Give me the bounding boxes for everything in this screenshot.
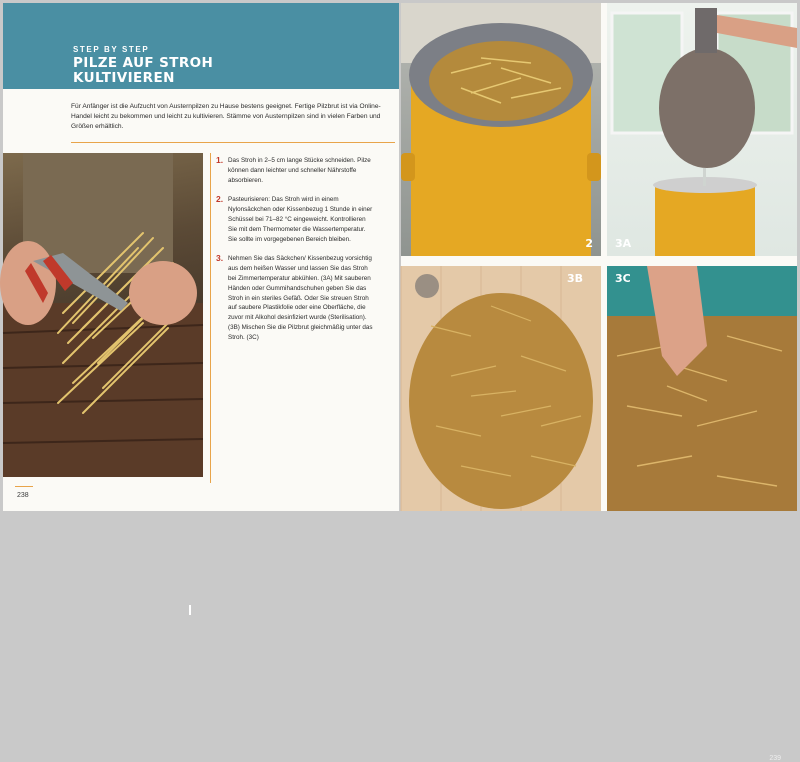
steps-rule xyxy=(210,153,211,483)
cutting-straw-illustration xyxy=(3,153,203,477)
photo-cutting-straw xyxy=(3,153,203,477)
mixing-spawn-illustration xyxy=(607,266,797,511)
page-number-right: 239 xyxy=(769,755,781,762)
photo-draining-sack xyxy=(607,3,797,256)
page-title xyxy=(73,56,273,86)
intro-divider xyxy=(71,142,395,143)
step-number: 2. xyxy=(216,194,224,205)
draining-sack-illustration xyxy=(607,3,797,256)
page-number-rule xyxy=(15,486,33,487)
kicker: STEP BY STEP xyxy=(73,45,150,54)
step-3 xyxy=(216,254,376,342)
step-1 xyxy=(216,156,376,185)
right-page xyxy=(401,3,797,762)
photo-label-2: 2 xyxy=(585,237,593,250)
photo-straw-spread xyxy=(401,266,601,511)
photo-number-1 xyxy=(189,605,191,615)
photo-mixing-spawn xyxy=(607,266,797,762)
photo-label-3a: 3A xyxy=(615,237,632,250)
straw-spread-illustration xyxy=(401,266,601,511)
photo-label-3b: 3B xyxy=(567,272,584,285)
photo-label-3c: 3C xyxy=(615,272,631,285)
photo-pot-soaking xyxy=(401,3,601,256)
step-number: 1. xyxy=(216,155,224,165)
step-2 xyxy=(216,195,376,244)
intro-text: Für Anfänger ist die Aufzucht von Austernpilzen zu Hause bestens geeignet. Fertige Pilzbrut ist via Online-Handel leicht zu bekommen und leicht zu kultivieren. Stämme von Austernpilzen sind in vielen Farben und Größen erhältlich. xyxy=(71,103,381,131)
title-line-1: PILZE AUF STROH xyxy=(73,55,214,71)
step-text: Das Stroh in 2–5 cm lange Stücke schneiden. Pilze können dann leichter und schneller Nährstoffe absorbieren. xyxy=(228,157,371,184)
step-text: Nehmen Sie das Säckchen/ Kissenbezug vorsichtig aus dem heißen Wasser und lassen Sie das Stroh bei Zimmertemperatur abkühlen. (3A) Mit sauberen Händen oder Gummihandschuhen geben Sie das Stroh in ein steriles Gefäß. Oder Sie streuen Stroh auf saubere Plastikfolie oder eine Oberfläche, die zuvor mit Alkohol desinfiziert wurde (Sterilisation). (3B) Mischen Sie die Pilzbrut gleichmäßig unter das Stroh. (3C) xyxy=(228,255,373,341)
step-list xyxy=(216,156,376,353)
page-number-left: 238 xyxy=(17,492,29,499)
step-number: 3. xyxy=(216,253,224,264)
title-line-2: KULTIVIEREN xyxy=(73,70,175,86)
header-band xyxy=(3,3,399,89)
pot-soaking-illustration xyxy=(401,3,601,256)
left-page xyxy=(3,3,399,511)
step-text: Pasteurisieren: Das Stroh wird in einem Nylonsäckchen oder Kissenbezug 1 Stunde in einer Schüssel bei 71–82 °C eingeweicht. Kontrollieren Sie mit dem Thermometer die Wassertemperatur. Sie sollte im vorgegebenen Bereich bleiben. xyxy=(228,196,373,243)
